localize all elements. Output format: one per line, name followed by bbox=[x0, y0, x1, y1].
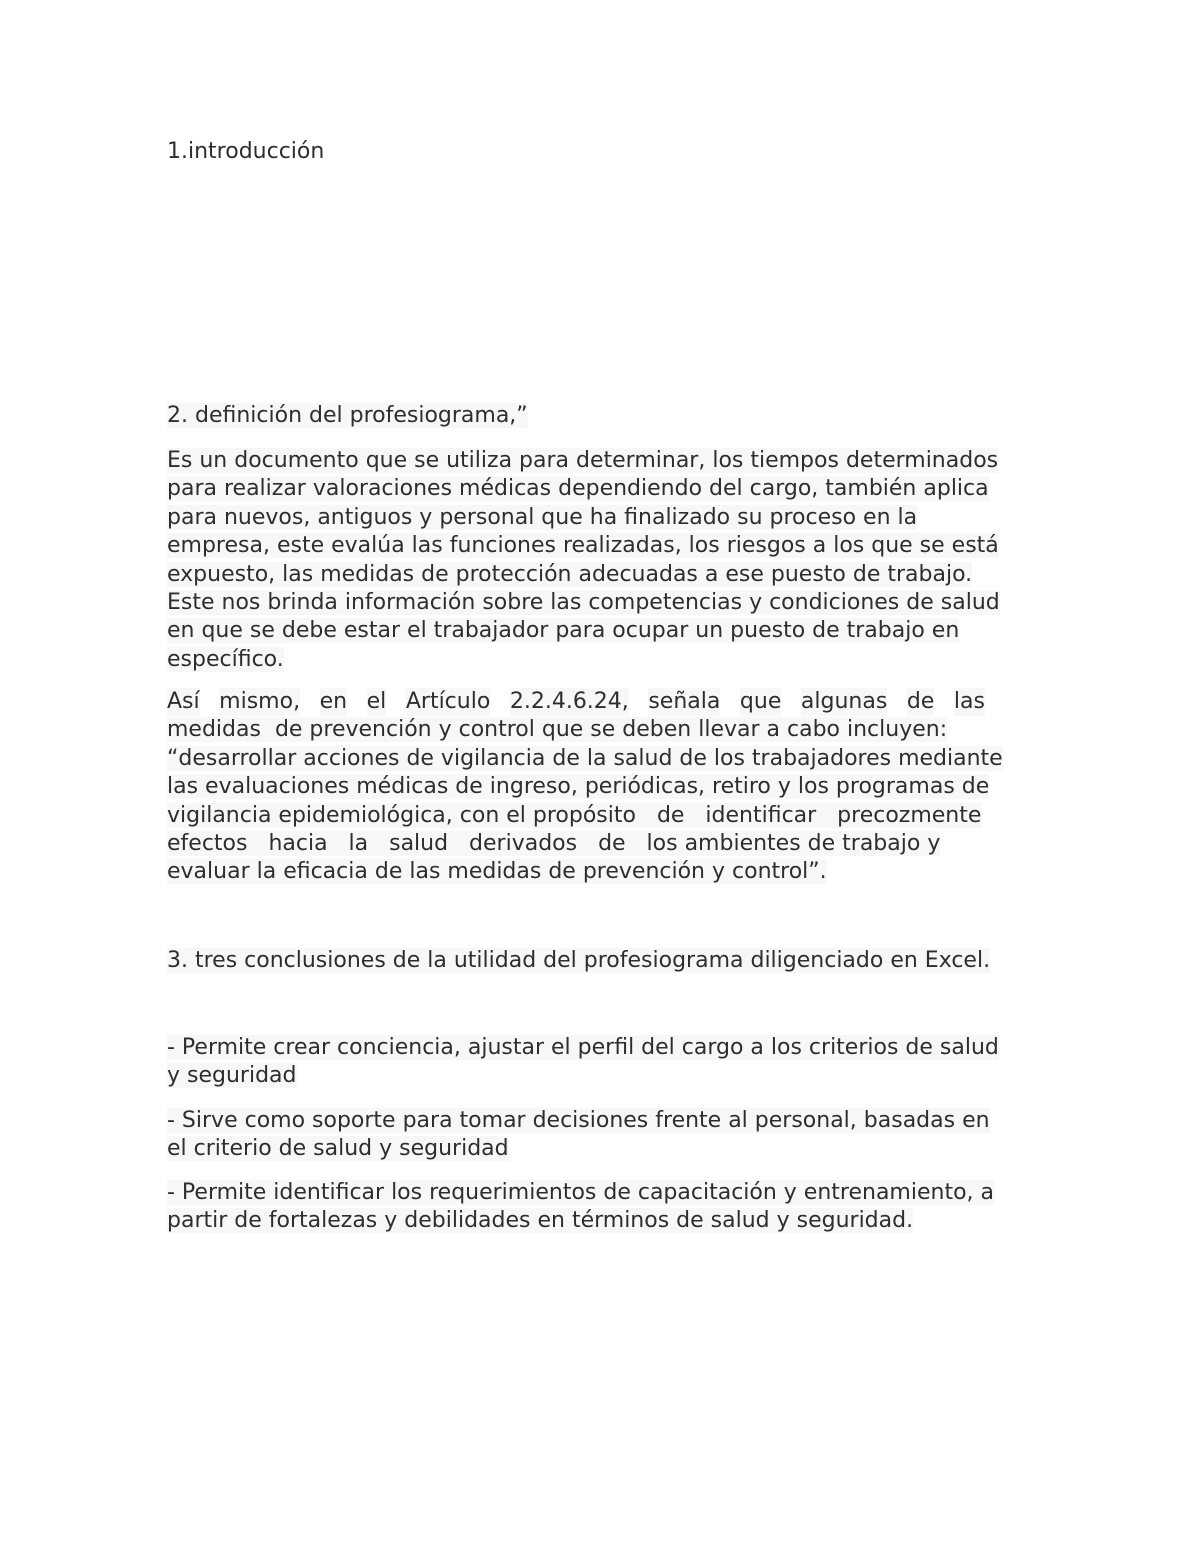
paragraph-line bbox=[167, 646, 1000, 674]
conclusion-item bbox=[167, 1034, 999, 1091]
article-line bbox=[167, 745, 1003, 773]
paragraph-line-text: expuesto, las medidas de protección adecuadas a ese puesto de trabajo. bbox=[167, 561, 973, 587]
article-line bbox=[167, 716, 985, 744]
conclusion-line-text: y seguridad bbox=[167, 1063, 297, 1089]
paragraph-line bbox=[167, 504, 1000, 532]
paragraph-line-text: Este nos brinda información sobre las competencias y condiciones de salud bbox=[167, 590, 1000, 616]
conclusion-line-text: el criterio de salud y seguridad bbox=[167, 1136, 509, 1162]
article-paragraph bbox=[167, 688, 1003, 887]
word: en bbox=[320, 688, 347, 716]
word: el bbox=[367, 688, 387, 716]
article-line-text: “desarrollar acciones de vigilancia de la salud de los trabajadores mediante bbox=[167, 745, 1003, 771]
word: mismo, bbox=[219, 688, 300, 716]
article-line bbox=[167, 858, 985, 886]
paragraph-line-text: Es un documento que se utiliza para determinar, los tiempos determinados bbox=[167, 448, 999, 473]
word: señala bbox=[648, 688, 720, 716]
conclusion-line bbox=[167, 1135, 990, 1163]
conclusion-item bbox=[167, 1107, 990, 1164]
paragraph-line bbox=[167, 475, 1000, 503]
paragraph-line-text: empresa, este evalúa las funciones realizadas, los riesgos a los que se está bbox=[167, 533, 999, 559]
conclusion-line-text: partir de fortalezas y debilidades en términos de salud y seguridad. bbox=[167, 1208, 914, 1234]
paragraph-line bbox=[167, 589, 1000, 617]
section-1-heading: 1.introducción bbox=[167, 139, 325, 164]
conclusion-line-text: - Sirve como soporte para tomar decisiones frente al personal, basadas en bbox=[167, 1108, 990, 1133]
section-3-heading bbox=[167, 947, 990, 975]
conclusion-item bbox=[167, 1179, 994, 1236]
conclusion-line-text: - Permite identificar los requerimientos de capacitación y entrenamiento, a bbox=[167, 1180, 995, 1205]
article-line bbox=[167, 802, 985, 830]
word: 2.2.4.6.24, bbox=[510, 688, 629, 716]
word: algunas bbox=[801, 688, 887, 716]
conclusion-line bbox=[167, 1179, 994, 1207]
article-line-text: evaluar la eficacia de las medidas de prevención y control”. bbox=[167, 859, 827, 885]
paragraph-line bbox=[167, 561, 1000, 589]
paragraph-line-text: para nuevos, antiguos y personal que ha finalizado su proceso en la bbox=[167, 504, 918, 530]
conclusion-line-text: - Permite crear conciencia, ajustar el perfil del cargo a los criterios de salud bbox=[167, 1035, 999, 1060]
word: que bbox=[740, 688, 781, 716]
paragraph-line-text: específico. bbox=[167, 646, 284, 672]
article-line-text: medidas de prevención y control que se deben llevar a cabo incluyen: bbox=[167, 717, 948, 743]
word: las bbox=[954, 688, 985, 716]
conclusion-line bbox=[167, 1062, 999, 1090]
paragraph-line-text: para realizar valoraciones médicas dependiendo del cargo, también aplica bbox=[167, 476, 989, 502]
word: Así bbox=[167, 688, 200, 716]
conclusion-line bbox=[167, 1107, 990, 1135]
paragraph-line bbox=[167, 617, 1000, 645]
definition-paragraph bbox=[167, 447, 1000, 674]
article-line-text: vigilancia epidemiológica, con el propósito de identificar precozmente bbox=[167, 802, 982, 828]
section-3-heading-text: 3. tres conclusiones de la utilidad del profesiograma diligenciado en Excel. bbox=[167, 948, 991, 973]
section-2-heading-text: 2. definición del profesiograma,” bbox=[167, 403, 528, 428]
article-line-text: efectos hacia la salud derivados de los ambientes de trabajo y bbox=[167, 831, 941, 857]
article-line-text: las evaluaciones médicas de ingreso, periódicas, retiro y los programas de bbox=[167, 774, 990, 800]
article-line-justified bbox=[167, 688, 985, 716]
article-line bbox=[167, 830, 985, 858]
conclusion-line bbox=[167, 1207, 994, 1235]
word: Artículo bbox=[406, 688, 490, 716]
word: de bbox=[907, 688, 935, 716]
conclusion-line bbox=[167, 1034, 999, 1062]
paragraph-line-text: en que se debe estar el trabajador para ocupar un puesto de trabajo en bbox=[167, 618, 960, 644]
paragraph-line bbox=[167, 447, 1000, 475]
article-line bbox=[167, 773, 990, 801]
section-2-heading bbox=[167, 402, 528, 430]
paragraph-line bbox=[167, 532, 1000, 560]
